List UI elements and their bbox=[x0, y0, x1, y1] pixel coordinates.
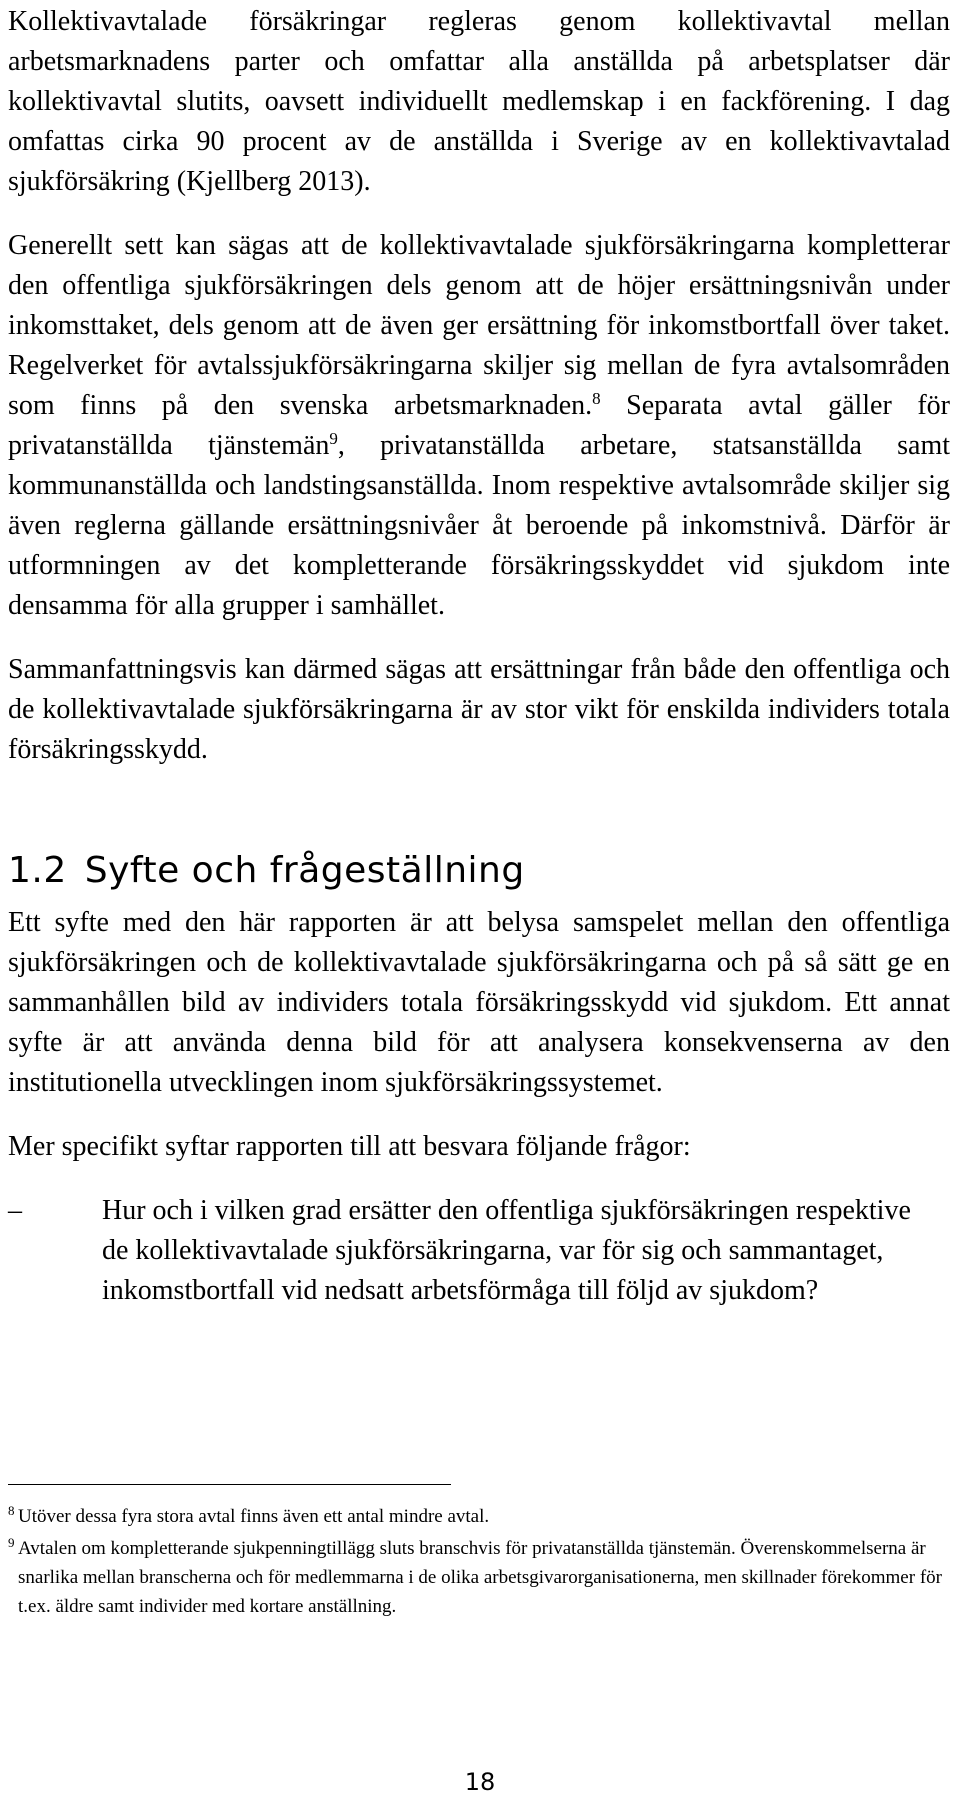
paragraph-questions-intro: Mer specifikt syftar rapporten till att besvara följande frågor: bbox=[8, 1131, 691, 1162]
dash-bullet-icon: – bbox=[8, 1195, 22, 1226]
paragraph-text: Separata avtal gäller för privatanställda tjänstemän bbox=[8, 390, 951, 461]
footnote-mark: 8 bbox=[8, 1503, 15, 1518]
paragraph-summary: Sammanfattningsvis kan därmed sägas att ersättningar från både den offentliga och de kollektivavtalade sjukförsäkringarna är av stor vikt för enskilda individers totala försäkringsskydd. bbox=[8, 654, 950, 765]
footnote-ref-8[interactable]: 8 bbox=[592, 389, 601, 408]
paragraph-collective-agreements: Kollektivavtalade försäkringar regleras genom kollektivavtal mellan arbetsmarknadens parter och omfattar alla anställda på arbetsplatser där kollektivavtal slutits, oavsett individuellt medlemskap i en fackförening. I dag omfattas cirka 90 procent av de anställda i Sverige av en kollektivavtalad sjukförsäkring (Kjellberg 2013). bbox=[8, 6, 950, 197]
paragraph-purpose: Ett syfte med den här rapporten är att belysa samspelet mellan den offentliga sjukförsäkringen och de kollektivavtalade sjukförsäkringarna och på så sätt ge en sammanhållen bild av individers totala försäkringsskydd vid sjukdom. Ett annat syfte är att använda denna bild för att analysera konsekvenserna av den institutionella utvecklingen inom sjukförsäkringssystemet. bbox=[8, 907, 950, 1098]
footnote-mark: 9 bbox=[8, 1535, 15, 1550]
footnote-divider bbox=[8, 1484, 451, 1485]
paragraph-complement-insurance bbox=[8, 226, 950, 626]
page-content bbox=[8, 2, 950, 1311]
footnote-text: Utöver dessa fyra stora avtal finns även ett antal mindre avtal. bbox=[18, 1506, 490, 1527]
footnote-8 bbox=[8, 1502, 948, 1531]
footnote-9 bbox=[8, 1534, 948, 1621]
footnote-text: Avtalen om kompletterande sjukpenningtillägg sluts branschvis för privatanställda tjänstemän. Överenskommelserna är snarlika mellan branscherna och för medlemmarna i de olika arbetsgivarorganisationerna, men skillnader förekommer för t.ex. äldre samt individer med kortare anställning. bbox=[18, 1538, 942, 1617]
question-list-item bbox=[8, 1191, 950, 1311]
section-title: Syfte och frågeställning bbox=[84, 850, 525, 891]
footnotes bbox=[8, 1502, 948, 1621]
paragraph-text: Generellt sett kan sägas att de kollektivavtalade sjukförsäkringarna kompletterar den offentliga sjukförsäkringen dels genom att de höjer ersättningsnivån under inkomsttaket, dels genom att de även ger ersättning för inkomstbortfall över taket. Regelverket för avtalssjukförsäkringarna skiljer sig mellan de fyra avtalsområden som finns på den svenska arbetsmarknaden. bbox=[8, 230, 950, 421]
section-heading bbox=[8, 839, 950, 903]
section-number: 1.2 bbox=[8, 850, 67, 891]
footnote-ref-9[interactable]: 9 bbox=[329, 429, 338, 448]
page-number: 18 bbox=[464, 1768, 496, 1796]
paragraph-text: , privatanställda arbetare, statsanställda samt kommunanställda och landstingsanställda. Inom respektive avtalsområde skiljer sig även reglerna gällande ersättningsnivåer åt beroende på inkomstnivå. Därför är utformningen av det kompletterande försäkringsskyddet vid sjukdom inte densamma för alla grupper i samhället. bbox=[8, 430, 950, 621]
question-text: Hur och i vilken grad ersätter den offentliga sjukförsäkringen respektive de kollektivavtalade sjukförsäkringarna, var för sig och sammantaget, inkomstbortfall vid nedsatt arbetsförmåga till följd av sjukdom? bbox=[102, 1195, 911, 1306]
